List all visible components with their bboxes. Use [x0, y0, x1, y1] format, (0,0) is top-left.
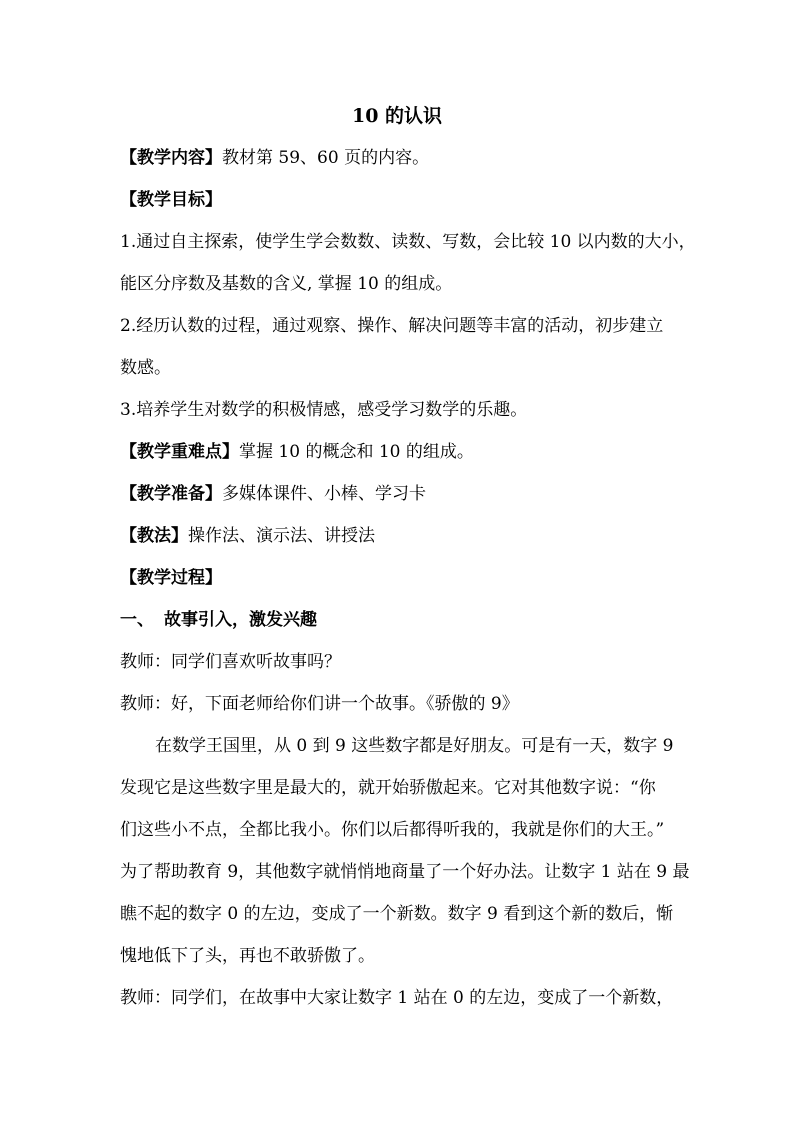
story-line-6: 愧地低下了头，再也不敢骄傲了。: [120, 946, 375, 966]
goal-2-line-2: 数感。: [120, 358, 171, 378]
process-heading-text: 【教学过程】: [120, 568, 222, 588]
section-1-number: 一、: [120, 610, 154, 630]
key-points-line: [120, 440, 700, 464]
content-text: 教材第 59、60 页的内容。: [222, 148, 430, 168]
preparation-line: [120, 482, 700, 506]
process-heading: [120, 566, 700, 590]
goals-heading: [120, 188, 700, 212]
goal-1-line-2: 能区分序数及基数的含义, 掌握 10 的组成。: [120, 274, 453, 294]
story-line-5: 瞧不起的数字 0 的左边，变成了一个新数。数字 9 看到这个新的数后，惭: [120, 904, 674, 924]
page-title: 10 的认识: [351, 105, 443, 127]
dialogue-2: 教师：好，下面老师给你们讲一个故事。《骄傲的 9》: [120, 694, 519, 714]
preparation-text: 多媒体课件、小棒、学习卡: [222, 484, 426, 504]
methods-line: [120, 524, 700, 548]
story-line-4: 为了帮助教育 9，其他数字就悄悄地商量了一个好办法。让数字 1 站在 9 最: [120, 862, 690, 882]
methods-text: 操作法、演示法、讲授法: [188, 526, 375, 546]
key-points-label: 【教学重难点】: [120, 442, 239, 462]
preparation-label: 【教学准备】: [120, 484, 222, 504]
story-line-1: 在数学王国里，从 0 到 9 这些数字都是好朋友。可是有一天，数字 9: [155, 736, 674, 756]
goal-3-line-1: 3.培养学生对数学的积极情感，感受学习数学的乐趣。: [120, 400, 528, 420]
story-line-2: 发现它是这些数字里是最大的，就开始骄傲起来。它对其他数字说：“你: [120, 778, 656, 798]
story-line-3: 们这些小不点，全都比我小。你们以后都得听我的，我就是你们的大王。”: [120, 820, 665, 840]
dialogue-1: 教师：同学们喜欢听故事吗？: [120, 652, 341, 672]
goal-1-line-1: 1.通过自主探索，使学生学会数数、读数、写数，会比较 10 以内数的大小，: [120, 232, 696, 252]
content-label: 【教学内容】: [120, 148, 222, 168]
section-1-heading: [120, 608, 700, 632]
methods-label: 【教法】: [120, 526, 188, 546]
goal-2-line-1: 2.经历认数的过程，通过观察、操作、解决问题等丰富的活动，初步建立: [120, 316, 664, 336]
content-line: [120, 146, 700, 170]
goals-heading-text: 【教学目标】: [120, 190, 222, 210]
section-1-title: 故事引入，激发兴趣: [164, 610, 317, 630]
key-points-text: 掌握 10 的概念和 10 的组成。: [239, 442, 474, 462]
dialogue-3: 教师：同学们，在故事中大家让数字 1 站在 0 的左边，变成了一个新数，: [120, 988, 674, 1008]
